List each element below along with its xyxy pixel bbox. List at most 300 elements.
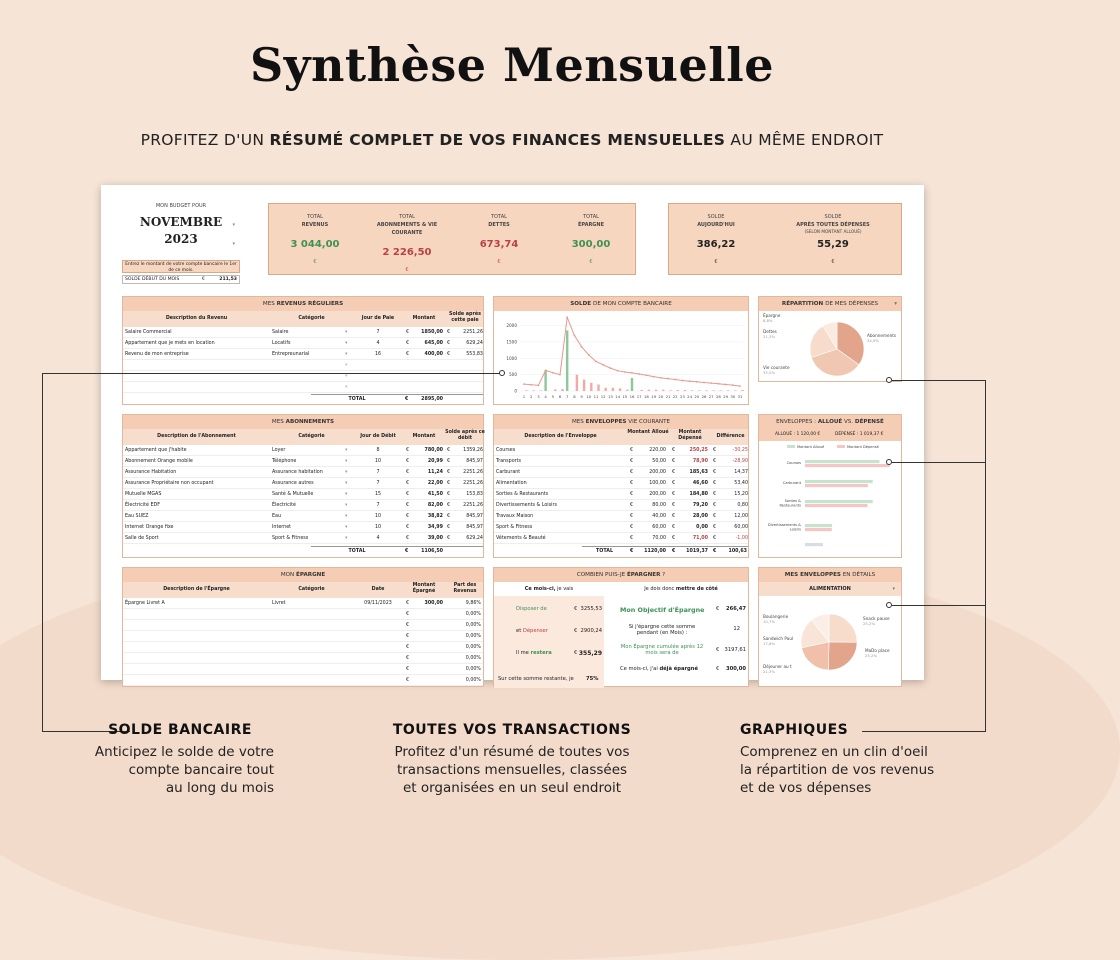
- difference-cell: 14,37: [734, 470, 748, 475]
- euro-sign: €: [447, 514, 451, 519]
- description-cell[interactable]: Salaire Commercial: [125, 330, 172, 335]
- connector-line: [892, 462, 986, 463]
- day-cell[interactable]: 7: [376, 481, 380, 486]
- envelope-name-cell[interactable]: Divertissements & Loisirs: [496, 503, 557, 508]
- balance-cell: 2251,26: [463, 330, 483, 335]
- pie-percent: 25,2%: [863, 621, 876, 626]
- difference-cell: -28,90: [732, 459, 748, 464]
- euro-sign: €: [406, 656, 410, 661]
- euro-sign: €: [447, 448, 451, 453]
- pie-percent: 35,0%: [763, 370, 776, 375]
- amount-cell[interactable]: 645,00: [424, 341, 443, 346]
- euro-sign: €: [406, 667, 410, 672]
- savings-amount-cell[interactable]: 300,00: [424, 601, 443, 606]
- bar-depense: [805, 484, 868, 487]
- balance-point: [653, 376, 655, 378]
- category-cell[interactable]: Loyer: [272, 448, 286, 453]
- allocated-cell[interactable]: 70,00: [652, 536, 666, 541]
- table-row: [123, 490, 483, 500]
- spent-cell: 185,63: [689, 470, 708, 475]
- balance-point: [718, 383, 720, 385]
- balance-point: [638, 373, 640, 375]
- euro-sign: €: [406, 341, 410, 346]
- pie-percent: 8,8%: [763, 318, 773, 323]
- x-tick-label: 9: [580, 394, 583, 399]
- envelope-name-cell[interactable]: Courses: [496, 448, 516, 453]
- category-cell[interactable]: Eau: [272, 514, 282, 519]
- category-label: Loisirs: [789, 527, 801, 532]
- x-tick-label: 23: [679, 394, 685, 399]
- category-label: Courses: [786, 461, 801, 465]
- expense-bar: [713, 390, 715, 391]
- x-tick-label: 7: [565, 394, 569, 399]
- revenus-total: TOTAL € 2895,00: [311, 394, 483, 404]
- table-row: [123, 339, 483, 349]
- euro-sign: €: [630, 536, 634, 541]
- balance-cell: 2251,26: [463, 481, 483, 486]
- day-cell[interactable]: 4: [376, 536, 380, 541]
- spent-cell: 71,00: [692, 536, 708, 541]
- pie-label: Épargne: [763, 313, 781, 318]
- table-row: [123, 654, 483, 664]
- balance-point: [703, 382, 705, 384]
- x-tick-label: 26: [701, 394, 707, 399]
- day-cell[interactable]: 8: [376, 448, 380, 453]
- pie-label: Boulangerie: [763, 614, 789, 619]
- balance-point: [588, 354, 590, 356]
- day-cell[interactable]: 4: [376, 341, 380, 346]
- table-row: [494, 534, 748, 544]
- solde-chart-title: SOLDE DE MON COMPTE BANCAIRE: [494, 297, 748, 311]
- expense-bar: [684, 390, 686, 391]
- y-tick-label: 500: [509, 372, 517, 378]
- day-cell[interactable]: 7: [376, 503, 380, 508]
- table-row: [123, 457, 483, 467]
- day-cell[interactable]: 10: [374, 525, 382, 530]
- expense-bar: [648, 390, 650, 391]
- euro-sign: €: [672, 492, 676, 497]
- balance-cell: 153,83: [466, 492, 483, 497]
- table-row: [494, 490, 748, 500]
- euro-sign: €: [672, 514, 676, 519]
- amount-cell[interactable]: 34,99: [427, 525, 443, 530]
- allocated-cell[interactable]: 100,00: [649, 481, 666, 486]
- description-cell[interactable]: Internet Orange fixe: [125, 525, 174, 530]
- totals-box: [268, 203, 636, 275]
- allocated-cell[interactable]: 220,00: [649, 448, 666, 453]
- epargne-rows: [123, 599, 483, 687]
- repartition-title: RÉPARTITION DE MES DÉPENSES ▾: [759, 297, 901, 311]
- table-row: [494, 501, 748, 511]
- x-tick-label: 27: [708, 394, 714, 399]
- category-cell[interactable]: Assurance habitation: [272, 470, 323, 475]
- pie-label: Snack pause: [863, 616, 890, 621]
- savings-category-cell[interactable]: Livret: [272, 601, 286, 606]
- table-row: [123, 479, 483, 489]
- feature-title: GRAPHIQUES: [740, 722, 849, 738]
- bar-alloue: [805, 524, 832, 527]
- table-row: [494, 512, 748, 522]
- difference-cell: 0,80: [737, 503, 748, 508]
- savings-description-cell[interactable]: Épargne Livret A: [125, 601, 165, 606]
- pie-slice: [828, 642, 857, 670]
- solde-debut-field[interactable]: SOLDE DÉBUT DU MOIS € 211,53: [122, 275, 240, 284]
- envelope-name-cell[interactable]: Vêtements & Beauté: [496, 536, 546, 541]
- balance-cell: 845,97: [466, 525, 483, 530]
- x-tick-label: 17: [636, 394, 642, 399]
- allocated-cell[interactable]: 50,00: [652, 459, 666, 464]
- spent-cell: 0,00: [696, 525, 708, 530]
- balance-point: [739, 385, 741, 387]
- chevron-down-icon: ▾: [345, 385, 348, 390]
- expense-bar: [605, 388, 607, 391]
- x-tick-label: 5: [551, 394, 555, 399]
- category-cell[interactable]: Entrepreunarial: [272, 352, 310, 357]
- x-tick-label: 4: [544, 394, 547, 399]
- savings-date-cell[interactable]: 09/11/2023: [364, 601, 392, 606]
- chevron-down-icon: ▾: [345, 514, 348, 519]
- enveloppes-title: MES ENVELOPPES VIE COURANTE: [494, 415, 748, 429]
- x-tick-label: 28: [715, 394, 721, 399]
- x-tick-label: 24: [687, 394, 693, 399]
- envelope-name-cell[interactable]: Carburant: [496, 470, 521, 475]
- category-cell[interactable]: Santé & Mutuelle: [272, 492, 314, 497]
- category-cell[interactable]: Salaire: [272, 330, 289, 335]
- chevron-down-icon: ▾: [345, 363, 348, 368]
- amount-cell[interactable]: 22,00: [427, 481, 443, 486]
- expense-bar: [583, 380, 585, 391]
- balance-point: [667, 378, 669, 380]
- connector-dot: [499, 370, 505, 376]
- bar-alloue: [805, 480, 873, 483]
- amount-cell[interactable]: 41,50: [427, 492, 443, 497]
- balance-point: [674, 379, 676, 381]
- expense-bar: [662, 390, 664, 391]
- description-cell[interactable]: Appartement que je mets en location: [125, 341, 215, 346]
- connector-dot: [886, 602, 892, 608]
- legend-label: Montant Alloué: [797, 445, 825, 449]
- euro-sign: €: [406, 352, 410, 357]
- repartition-panel: [758, 296, 902, 382]
- euro-sign: €: [630, 470, 634, 475]
- allocated-cell[interactable]: 80,00: [652, 503, 666, 508]
- envelope-name-cell[interactable]: Alimentation: [496, 481, 527, 486]
- euro-sign: €: [447, 470, 451, 475]
- description-cell[interactable]: Eau SUEZ: [125, 514, 149, 519]
- feature-title: SOLDE BANCAIRE: [108, 722, 252, 738]
- spent-cell: 79,20: [692, 503, 708, 508]
- euro-sign: €: [672, 503, 676, 508]
- amount-cell[interactable]: 11,24: [427, 470, 443, 475]
- balance-cell: 2251,26: [463, 470, 483, 475]
- day-cell[interactable]: 10: [374, 514, 382, 519]
- day-cell[interactable]: 15: [374, 492, 382, 497]
- alloue-depense-panel: [758, 414, 902, 558]
- combien-panel: [493, 567, 749, 687]
- x-tick-label: 1: [522, 394, 526, 399]
- allocated-cell[interactable]: 200,00: [649, 492, 666, 497]
- day-cell[interactable]: 16: [374, 352, 382, 357]
- y-tick-label: 0: [514, 388, 517, 394]
- chevron-down-icon: ▾: [345, 352, 348, 357]
- allocated-cell[interactable]: 60,00: [652, 525, 666, 530]
- day-cell[interactable]: 7: [376, 470, 380, 475]
- expense-bar: [525, 390, 527, 391]
- allocated-cell[interactable]: 200,00: [649, 470, 666, 475]
- pie-percent: 10,7%: [763, 619, 776, 624]
- euro-sign: €: [406, 536, 410, 541]
- x-tick-label: 13: [607, 394, 613, 399]
- table-row: [123, 350, 483, 360]
- difference-cell: 12,00: [734, 514, 748, 519]
- epargne-header: Description de l'Épargne Catégorie Date Montant Épargné Part des Revenus: [123, 582, 483, 598]
- chevron-down-icon: ▾: [345, 536, 348, 541]
- euro-sign: €: [447, 536, 451, 541]
- x-tick-label: 6: [558, 394, 562, 399]
- bar-alloue: [805, 500, 873, 503]
- amount-cell[interactable]: 20,99: [427, 459, 443, 464]
- balance-point: [610, 367, 612, 369]
- chevron-down-icon: ▾: [345, 459, 348, 464]
- spent-cell: 46,60: [692, 481, 708, 486]
- amount-cell[interactable]: 38,82: [427, 514, 443, 519]
- euro-sign: €: [672, 525, 676, 530]
- euro-sign: €: [630, 448, 634, 453]
- savings-share-cell: 0,00%: [465, 678, 481, 683]
- x-tick-label: 16: [629, 394, 635, 399]
- total-abonnements: TOTAL ABONNEMENTS & VIE COURANTE 2 226,50 €: [376, 214, 438, 273]
- pie-percent: 21,3%: [763, 334, 776, 339]
- spent-cell: 184,80: [689, 492, 708, 497]
- total-epargne: TOTAL ÉPARGNE 300,00 €: [571, 214, 611, 265]
- balance-point: [682, 380, 684, 382]
- euro-sign: €: [406, 678, 410, 683]
- budget-header: [119, 203, 243, 246]
- amount-cell[interactable]: 82,00: [427, 503, 443, 508]
- amount-cell[interactable]: 400,00: [424, 352, 443, 357]
- difference-cell: -1,00: [735, 536, 748, 541]
- envelope-name-cell[interactable]: Travaux Maison: [496, 514, 534, 519]
- amount-cell[interactable]: 39,00: [427, 536, 443, 541]
- euro-sign: €: [713, 536, 717, 541]
- balance-cell: 1359,26: [463, 448, 483, 453]
- category-cell[interactable]: Téléphone: [272, 459, 297, 464]
- category-cell[interactable]: Locatifs: [272, 341, 291, 346]
- savings-share-cell: 0,00%: [465, 612, 481, 617]
- x-tick-label: 15: [622, 394, 628, 399]
- description-cell[interactable]: Revenu de mon entreprise: [125, 352, 189, 357]
- description-cell[interactable]: Électricité EDF: [125, 503, 160, 508]
- page-subtitle: PROFITEZ D'UN RÉSUMÉ COMPLET DE VOS FINANCES MENSUELLES AU MÊME ENDROIT: [140, 131, 884, 149]
- connector-line: [985, 380, 986, 732]
- balance-point: [559, 374, 561, 376]
- difference-cell: 60,00: [734, 525, 748, 530]
- x-tick-label: 20: [658, 394, 664, 399]
- solde-line-chart: [494, 311, 750, 406]
- combien-right: Mon Objectif d'Épargne € 266,47 Si j'épargne cette somme pendant (en Mois) : 12 Mon Épargne cumulée après 12 mois sera de € 3197,61 Ce mois-ci, j'ai déjà épargné € 300,00: [620, 606, 746, 672]
- spent-cell: 78,90: [692, 459, 708, 464]
- envelope-name-cell[interactable]: Sport & Fitness: [496, 525, 533, 530]
- details-select[interactable]: ALIMENTATION ▾: [759, 582, 901, 596]
- expense-bar: [590, 383, 592, 391]
- epargne-title: MON ÉPARGNE: [123, 568, 483, 582]
- description-cell[interactable]: Assurance Propriétaire non occupant: [125, 481, 214, 486]
- total-revenus: TOTAL REVENUS 3 044,00 €: [290, 214, 340, 265]
- euro-sign: €: [447, 525, 451, 530]
- euro-sign: €: [672, 448, 676, 453]
- euro-sign: €: [406, 481, 410, 486]
- table-row: [494, 523, 748, 533]
- euro-sign: €: [672, 536, 676, 541]
- category-label: Restaurants: [779, 503, 801, 508]
- euro-sign: €: [713, 459, 717, 464]
- category-cell[interactable]: Sport & Fitness: [272, 536, 309, 541]
- balance-point: [566, 316, 568, 318]
- balance-point: [624, 371, 626, 373]
- envelope-name-cell[interactable]: Transports: [496, 459, 522, 464]
- combien-title: COMBIEN PUIS-JE ÉPARGNER ?: [494, 568, 748, 582]
- revenus-rows: [123, 328, 483, 394]
- pie-slice: [829, 614, 857, 642]
- table-row: [494, 468, 748, 478]
- legend-label: Montant Dépensé: [847, 445, 879, 449]
- enveloppes-table: [493, 414, 749, 558]
- description-cell[interactable]: Salle de Sport: [125, 536, 159, 541]
- pie-percent: 17,6%: [763, 641, 776, 646]
- x-tick-label: 21: [665, 394, 671, 399]
- solde-aujourdhui: SOLDE AUJOURD'HUI 386,22 €: [696, 214, 736, 265]
- feature-graphiques: GRAPHIQUES Comprenez en un clin d'oeil la répartition de vos revenus et de vos dépenses: [740, 722, 970, 797]
- euro-sign: €: [406, 514, 410, 519]
- total-dettes: TOTAL DETTES 673,74 €: [479, 214, 519, 265]
- connector-dot: [886, 459, 892, 465]
- combien-pct: 75%: [586, 676, 599, 682]
- repartition-pie-chart: [759, 311, 903, 383]
- table-row: [123, 632, 483, 642]
- category-cell[interactable]: Électricité: [272, 503, 296, 508]
- euro-sign: €: [406, 634, 410, 639]
- savings-share-cell: 0,00%: [465, 634, 481, 639]
- table-row: [123, 512, 483, 522]
- abonnements-rows: [123, 446, 483, 546]
- pie-label: MaDo place: [865, 648, 890, 653]
- abonnements-title: MES ABONNEMENTS: [123, 415, 483, 429]
- abonnements-header: Description de l'Abonnement Catégorie Jour de Débit Montant Solde après ce débit: [123, 429, 483, 445]
- details-title: MES ENVELOPPES EN DÉTAILS: [759, 568, 901, 582]
- balance-point: [574, 334, 576, 336]
- balance-point: [631, 372, 633, 374]
- balance-cell: 553,83: [466, 352, 483, 357]
- legend-swatch-depense: [837, 445, 845, 448]
- description-cell[interactable]: Assurance Habitation: [125, 470, 177, 475]
- abonnements-total: TOTAL € 1106,50: [311, 546, 483, 556]
- year-select[interactable]: 2023 ▾: [164, 232, 235, 247]
- feature-solde: SOLDE BANCAIRE Anticipez le solde de votre compte bancaire tout au long du mois: [52, 722, 308, 797]
- euro-sign: €: [630, 503, 634, 508]
- balance-point: [660, 377, 662, 379]
- month-select[interactable]: NOVEMBRE ▾: [139, 215, 235, 229]
- chevron-down-icon: ▾: [345, 448, 348, 453]
- day-cell[interactable]: 10: [374, 459, 382, 464]
- day-cell[interactable]: 7: [376, 330, 380, 335]
- euro-sign: €: [713, 470, 717, 475]
- table-row: [494, 479, 748, 489]
- description-cell[interactable]: Abonnement Orange mobile: [125, 459, 193, 464]
- table-row: [123, 468, 483, 478]
- balance-point: [523, 383, 525, 385]
- x-tick-label: 18: [643, 394, 649, 399]
- balance-point: [538, 385, 540, 387]
- table-row: [123, 446, 483, 456]
- euro-sign: €: [713, 525, 717, 530]
- balance-line: [524, 317, 740, 386]
- balance-point: [581, 346, 583, 348]
- expense-bar: [655, 390, 657, 391]
- pie-label: Dettes: [763, 329, 777, 334]
- euro-sign: €: [630, 514, 634, 519]
- y-tick-label: 2000: [506, 323, 517, 329]
- allocated-cell[interactable]: 40,00: [652, 514, 666, 519]
- chevron-down-icon: ▾: [345, 341, 348, 346]
- solde-chart-panel: [493, 296, 749, 405]
- expense-bar: [677, 390, 679, 391]
- pie-percent: 34,9%: [867, 338, 880, 343]
- amount-cell[interactable]: 780,00: [424, 448, 443, 453]
- savings-share-cell: 0,00%: [465, 645, 481, 650]
- amount-cell[interactable]: 1850,00: [421, 330, 443, 335]
- table-row: [123, 523, 483, 533]
- euro-sign: €: [713, 448, 717, 453]
- expense-bar: [540, 390, 542, 391]
- euro-sign: €: [406, 492, 410, 497]
- x-tick-label: 3: [537, 394, 540, 399]
- euro-sign: €: [447, 503, 451, 508]
- category-cell[interactable]: Internet: [272, 525, 292, 530]
- pie-label: Déjeuner au t: [763, 664, 792, 669]
- expense-bar: [626, 390, 628, 391]
- euro-sign: €: [406, 459, 410, 464]
- euro-sign: €: [406, 503, 410, 508]
- category-label: Divertissements &: [767, 523, 801, 527]
- expense-bar: [576, 375, 578, 391]
- pie-percent: 25,2%: [865, 653, 878, 658]
- balance-cell: 629,24: [466, 341, 483, 346]
- table-row: [123, 621, 483, 631]
- alloue-depense-title: ENVELOPPES : ALLOUÉ VS. DÉPENSÉ: [759, 415, 901, 429]
- description-cell[interactable]: Appartement que j'habite: [125, 448, 187, 453]
- euro-sign: €: [447, 352, 451, 357]
- euro-sign: €: [713, 492, 717, 497]
- envelope-name-cell[interactable]: Sorties & Restaurants: [496, 492, 549, 497]
- x-tick-label: 11: [593, 394, 599, 399]
- euro-sign: €: [406, 448, 410, 453]
- expense-bar: [619, 388, 621, 391]
- difference-cell: 15,20: [734, 492, 748, 497]
- balance-point: [696, 381, 698, 383]
- category-cell[interactable]: Assurance autres: [272, 481, 314, 486]
- bar-alloue: [805, 460, 879, 463]
- description-cell[interactable]: Mutuelle MGAS: [125, 492, 162, 497]
- expense-bar: [705, 390, 707, 391]
- y-tick-label: 1000: [506, 355, 517, 361]
- feature-transactions: TOUTES VOS TRANSACTIONS Profitez d'un résumé de toutes vos transactions mensuelles, classées et organisées en un seul endroit: [352, 722, 672, 797]
- balance-cell: 629,24: [466, 536, 483, 541]
- x-tick-label: 22: [672, 394, 678, 399]
- expense-bar: [533, 390, 535, 391]
- savings-share-cell: 0,00%: [465, 623, 481, 628]
- euro-sign: €: [713, 481, 717, 486]
- income-bar: [631, 378, 633, 391]
